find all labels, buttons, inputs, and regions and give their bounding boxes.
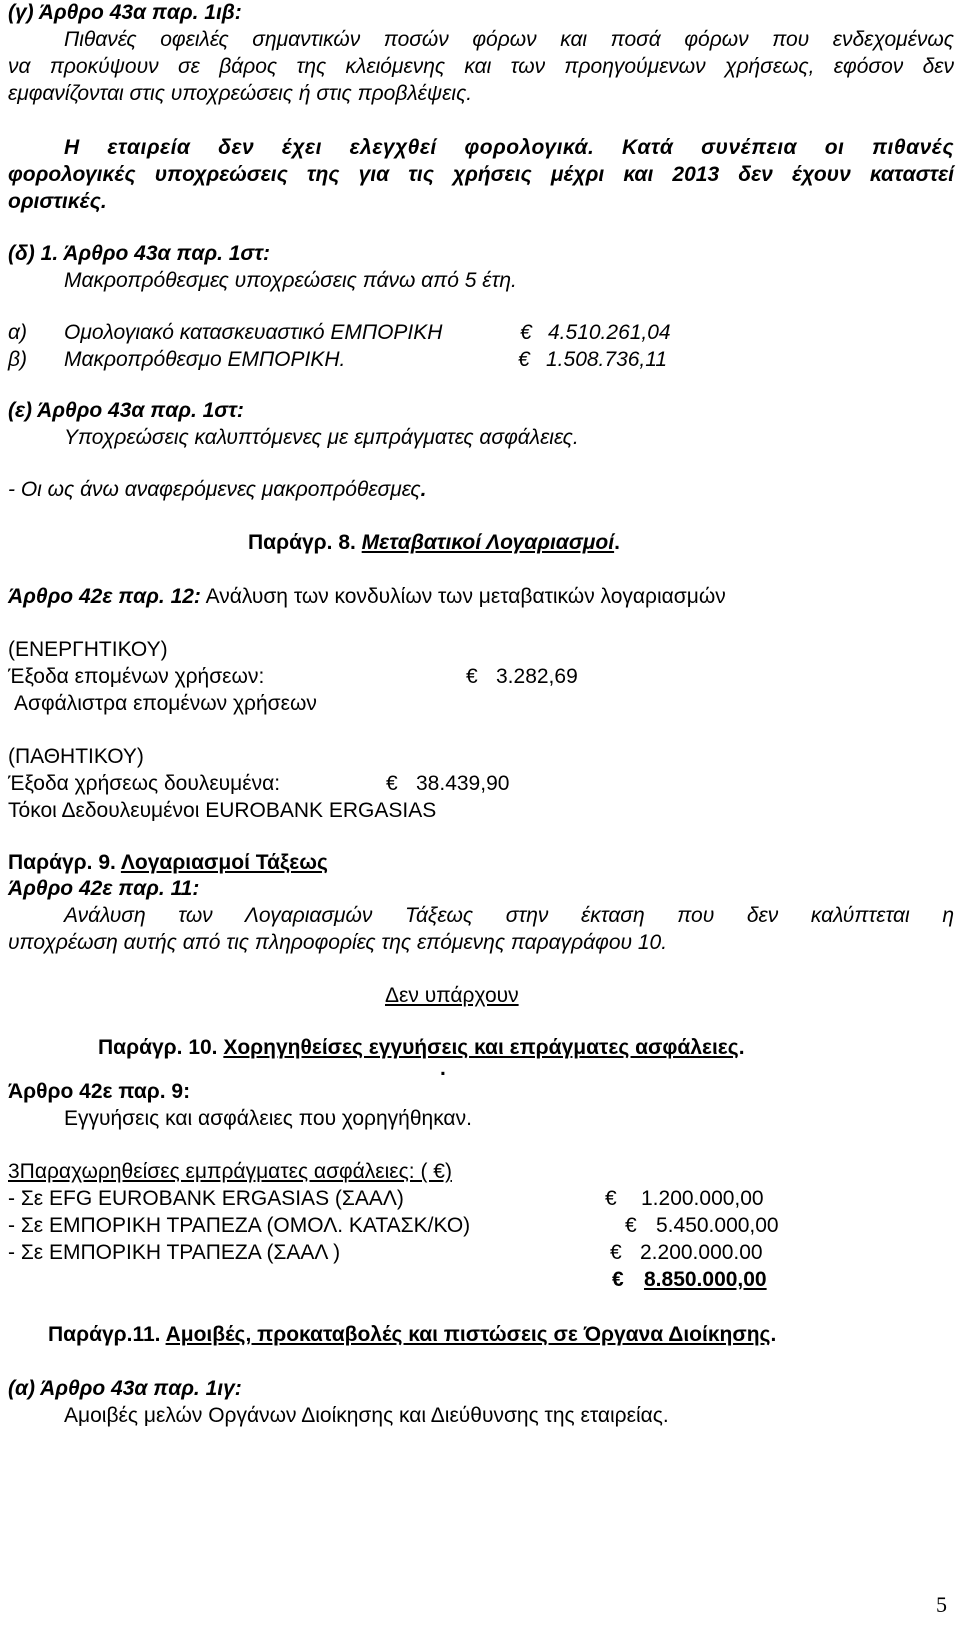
title-link: Χορηγηθείσες εγγυήσεις και επράγματες ασφάλειες: [223, 1036, 739, 1059]
title-prefix: Παράγρ.11.: [48, 1323, 166, 1346]
euro-icon: €: [518, 348, 530, 371]
title-prefix: Παράγρ. 8.: [248, 531, 362, 554]
page-number: 5: [936, 1592, 947, 1617]
title-prefix: Παράγρ. 9.: [8, 851, 121, 874]
section-description: Αμοιβές μελών Οργάνων Διοίκησης και Διεύθυνσης της εταιρείας.: [64, 1404, 669, 1427]
article-text: Ανάλυση των κονδυλίων των μεταβατικών λογαριασμών: [200, 585, 726, 608]
guarantees-subheading: 3Παραχωρηθείσες εμπράγματες ασφάλειες: ( €): [8, 1160, 452, 1183]
guarantee-row: - Σε EFG EUROBANK ERGASIAS (ΣΑΑΛ): [8, 1187, 404, 1210]
paragraph-title-11: [48, 1322, 776, 1348]
article-line: [8, 584, 726, 610]
euro-icon: €: [625, 1214, 637, 1237]
guarantee-amount: 2.200.000.00: [640, 1241, 763, 1264]
article-ref: Άρθρο 42ε παρ. 11:: [8, 877, 200, 900]
guarantee-amount: 5.450.000,00: [656, 1214, 779, 1237]
note-text: - Οι ως άνω αναφερόμενες μακροπρόθεσμες: [8, 478, 421, 501]
liabilities-amount: 38.439,90: [416, 772, 510, 795]
row-letter: α): [8, 321, 27, 344]
row-amount: 1.508.736,11: [546, 348, 668, 371]
row-letter: β): [8, 348, 27, 371]
paragraph-line: Ανάλυση των Λογαριασμών Τάξεως στην έκταση που δεν καλύπτεται η: [64, 904, 954, 927]
euro-icon: €: [386, 772, 398, 795]
euro-icon: €: [466, 665, 478, 688]
paragraph-line: Πιθανές οφειλές σημαντικών ποσών φόρων και ποσά φόρων που ενδεχομένως: [64, 28, 954, 51]
euro-icon: €: [610, 1241, 622, 1264]
paragraph-title-8: [248, 530, 620, 556]
liabilities-row: Έξοδα χρήσεως δουλευμένα:: [8, 772, 281, 795]
none-text: Δεν υπάρχουν: [385, 984, 519, 1007]
paragraph-line: εμφανίζονται στις υποχρεώσεις ή στις προβλέψεις.: [8, 82, 473, 105]
assets-row: Έξοδα επομένων χρήσεων:: [8, 665, 265, 688]
section-description: Υποχρεώσεις καλυπτόμενες με εμπράγματες ασφάλειες.: [64, 426, 579, 449]
section-heading-e: (ε) Άρθρο 43α παρ. 1στ:: [8, 399, 244, 422]
euro-icon: €: [520, 321, 532, 344]
liabilities-label: (ΠΑΘΗΤΙΚΟΥ): [8, 745, 144, 768]
paragraph-line: υποχρέωση αυτής από τις πληροφορίες της επόμενης παραγράφου 10.: [8, 931, 668, 954]
article-ref: Άρθρο 42ε παρ. 12:: [8, 585, 201, 608]
paragraph-line: οριστικές.: [8, 190, 107, 213]
guarantee-total: 8.850.000,00: [644, 1268, 767, 1291]
euro-icon: €: [605, 1187, 617, 1210]
assets-row: Ασφάλιστρα επομένων χρήσεων: [14, 692, 317, 715]
paragraph-line: Η εταιρεία δεν έχει ελεγχθεί φορολογικά. Κατά συνέπεια οι πιθανές: [64, 136, 954, 159]
section-description: Εγγυήσεις και ασφάλειες που χορηγήθηκαν.: [64, 1107, 472, 1130]
title-link: Λογαριασμοί Τάξεως: [120, 851, 328, 874]
title-end: .: [738, 1036, 745, 1059]
section-heading-d: (δ) 1. Άρθρο 43α παρ. 1στ:: [8, 242, 270, 265]
guarantee-row: - Σε ΕΜΠΟΡΙΚΗ ΤΡΑΠΕΖΑ (ΣΑΑΛ ): [8, 1241, 341, 1264]
row-text: Ομολογιακό κατασκευαστικό ΕΜΠΟΡΙΚΗ: [64, 321, 443, 344]
paragraph-line: φορολογικές υποχρεώσεις της για τις χρήσεις μέχρι και 2013 δεν έχουν καταστεί: [8, 163, 954, 186]
title-prefix: Παράγρ. 10.: [98, 1036, 224, 1059]
row-amount: 4.510.261,04: [548, 321, 671, 344]
section-heading-a: (α) Άρθρο 43α παρ. 1ιγ:: [8, 1377, 242, 1400]
guarantee-amount: 1.200.000,00: [641, 1187, 764, 1210]
euro-icon: €: [612, 1268, 624, 1291]
guarantee-row: - Σε ΕΜΠΟΡΙΚΗ ΤΡΑΠΕΖΑ (ΟΜΟΛ. ΚΑΤΑΣΚ/ΚΟ): [8, 1214, 471, 1237]
title-link: Μεταβατικοί Λογαριασμοί: [361, 531, 615, 554]
article-ref: Άρθρο 42ε παρ. 9:: [8, 1080, 191, 1103]
assets-label: (ΕΝΕΡΓΗΤΙΚΟΥ): [8, 638, 168, 661]
section-heading-g: (γ) Άρθρο 43α παρ. 1ιβ:: [8, 1, 242, 24]
assets-amount: 3.282,69: [496, 665, 578, 688]
row-text: Μακροπρόθεσμο ΕΜΠΟΡΙΚΗ.: [64, 348, 346, 371]
note-dot: .: [420, 478, 427, 501]
note-line: [8, 477, 426, 503]
paragraph-title-10: [98, 1035, 745, 1061]
section-description: Μακροπρόθεσμες υποχρεώσεις πάνω από 5 έτη.: [64, 269, 517, 292]
paragraph-title-9: [8, 850, 328, 876]
liabilities-row: Τόκοι Δεδουλευμένοι EUROBANK ERGASIAS: [8, 799, 437, 822]
separator-dot: .: [440, 1057, 446, 1080]
paragraph-line: να προκύψουν σε βάρος της κλειόμενης και των προηγούμενων χρήσεως, εφόσον δεν: [8, 55, 954, 78]
title-end: .: [614, 531, 620, 554]
title-end: .: [770, 1323, 777, 1346]
title-link: Αμοιβές, προκαταβολές και πιστώσεις σε Όργανα Διοίκησης: [165, 1323, 771, 1346]
